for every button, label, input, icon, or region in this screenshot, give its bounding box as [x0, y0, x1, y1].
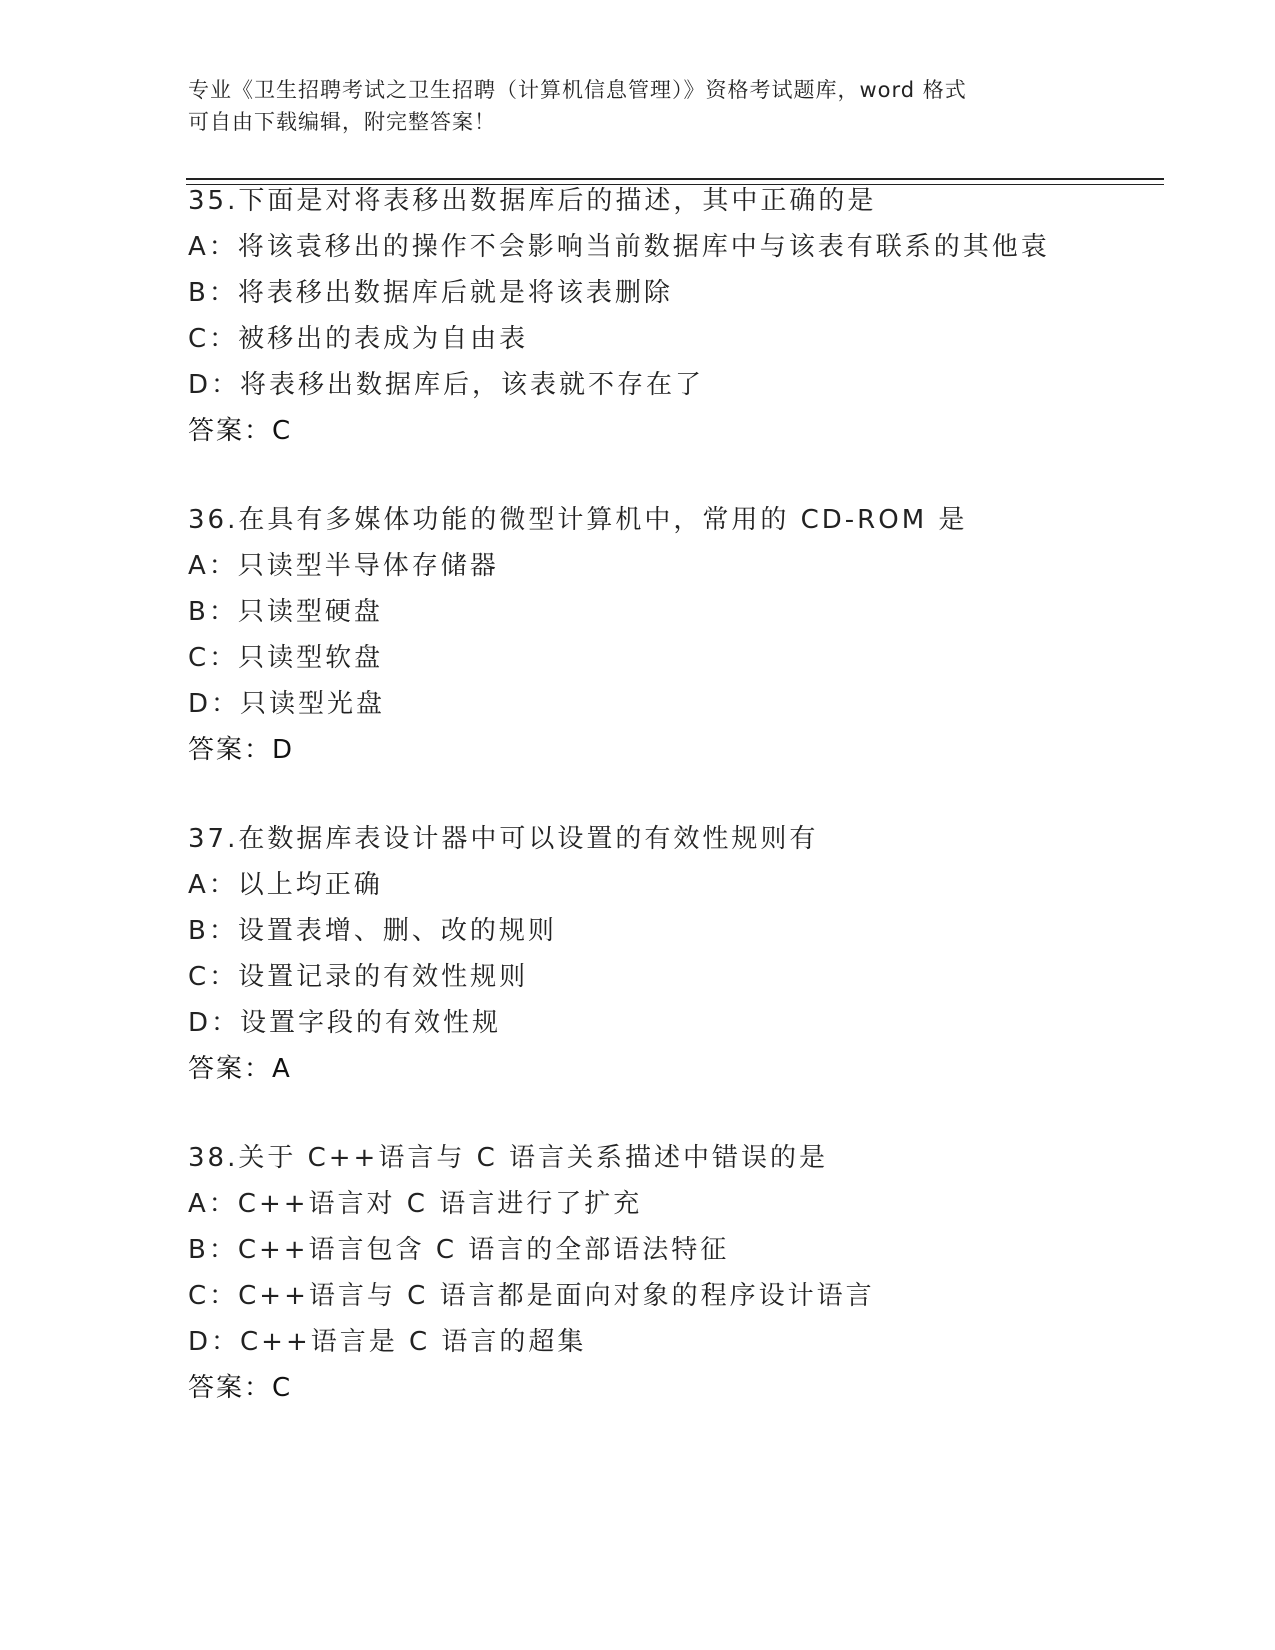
option-b: B：将表移出数据库后就是将该表删除 [188, 278, 673, 308]
option-b: B：只读型硬盘 [188, 597, 383, 627]
option-a: A：以上均正确 [188, 870, 383, 900]
answer-key: 答案：A [188, 1054, 292, 1084]
option-d: D：C++语言是 C 语言的超集 [188, 1327, 587, 1357]
option-c: C：设置记录的有效性规则 [188, 962, 529, 992]
answer-key: 答案：C [188, 416, 293, 446]
header-title-line-2: 可自由下载编辑，附完整答案！ [188, 110, 496, 134]
question-stem: 38.关于 C++语言与 C 语言关系描述中错误的是 [188, 1143, 829, 1173]
option-a: A：将该袁移出的操作不会影响当前数据库中与该表有联系的其他袁 [188, 232, 1050, 262]
option-c: C：被移出的表成为自由表 [188, 324, 529, 354]
option-b: B：C++语言包含 C 语言的全部语法特征 [188, 1235, 730, 1265]
option-d: D：只读型光盘 [188, 689, 386, 719]
question-36 [188, 497, 1168, 773]
answer-key: 答案：C [188, 1373, 293, 1403]
question-38 [188, 1135, 1168, 1411]
option-a: A：C++语言对 C 语言进行了扩充 [188, 1189, 643, 1219]
option-c: C：只读型软盘 [188, 643, 384, 673]
question-stem: 37.在数据库表设计器中可以设置的有效性规则有 [188, 824, 819, 854]
option-c: C：C++语言与 C 语言都是面向对象的程序设计语言 [188, 1281, 875, 1311]
question-stem: 36.在具有多媒体功能的微型计算机中，常用的 CD-ROM 是 [188, 505, 968, 535]
header-title-line-1: 专业《卫生招聘考试之卫生招聘（计算机信息管理）》资格考试题库，word 格式 [188, 78, 967, 102]
option-a: A：只读型半导体存储器 [188, 551, 499, 581]
document-header [188, 74, 1088, 138]
option-b: B：设置表增、删、改的规则 [188, 916, 557, 946]
question-35 [188, 178, 1168, 454]
question-stem: 35.下面是对将表移出数据库后的描述，其中正确的是 [188, 186, 877, 216]
option-d: D：将表移出数据库后，该表就不存在了 [188, 370, 705, 400]
question-37 [188, 816, 1168, 1092]
option-d: D：设置字段的有效性规 [188, 1008, 502, 1038]
answer-key: 答案：D [188, 735, 295, 765]
